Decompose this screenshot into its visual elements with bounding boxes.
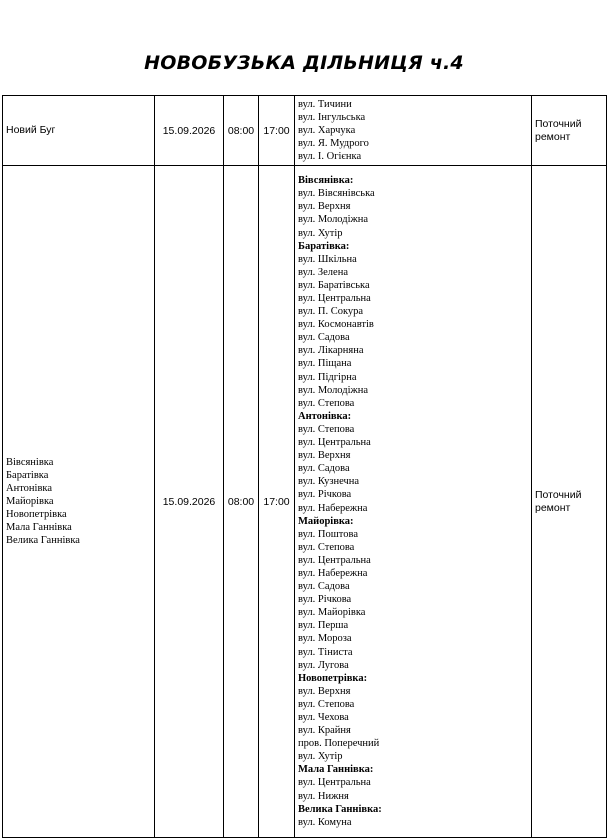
street-name: вул. Майорівка <box>298 607 366 619</box>
street-name: вул. Набережна <box>298 502 368 514</box>
street-name: вул. Степова <box>298 698 355 710</box>
location-name: Мала Ганнівка <box>6 522 72 533</box>
table-row <box>3 166 607 838</box>
location-name: Баратівка <box>6 470 49 481</box>
village-heading: Новопетрівка: <box>298 672 368 684</box>
reason-cell <box>532 166 607 838</box>
reason-text: ремонт <box>535 501 571 514</box>
street-name: вул. Баратівська <box>298 279 370 291</box>
street-name: вул. Річкова <box>298 594 352 606</box>
village-heading: Майорівка: <box>298 515 354 527</box>
street-name: вул. Космонавтів <box>298 319 374 331</box>
street-name: вул. П. Сокура <box>298 306 364 318</box>
street-name: вул. Річкова <box>298 489 352 501</box>
date-cell: 15.09.2026 <box>155 96 224 166</box>
streets-cell <box>295 166 532 838</box>
end-time-cell: 17:00 <box>259 166 295 838</box>
street-name: вул. Степова <box>298 397 355 409</box>
street-name: вул. Верхня <box>298 450 351 462</box>
end-time-cell: 17:00 <box>259 96 295 166</box>
street-name: вул. Чехова <box>298 712 349 723</box>
location-cell <box>3 96 155 166</box>
street-name: вул. Центральна <box>298 554 371 566</box>
reason-text: ремонт <box>535 130 571 143</box>
street-name: вул. Верхня <box>298 685 351 697</box>
street-name: вул. Верхня <box>298 201 351 213</box>
street-name: вул. Лікарняна <box>298 345 364 357</box>
street-name: вул. Садова <box>298 581 350 593</box>
location-name: Велика Ганнівка <box>6 535 80 546</box>
street-name: вул. Я. Мудрого <box>298 138 369 150</box>
street-name: вул. Нижня <box>298 790 349 802</box>
reason-cell <box>532 96 607 166</box>
street-name: вул. Хутір <box>298 227 343 239</box>
street-name: вул. Інгульська <box>298 111 366 123</box>
reason-text: Поточний <box>535 488 582 501</box>
street-name: вул. Степова <box>298 423 355 435</box>
street-name: вул. Харчука <box>298 124 356 136</box>
street-name: вул. Центральна <box>298 777 371 789</box>
start-time-cell: 08:00 <box>224 96 259 166</box>
street-name: вул. Зелена <box>298 266 348 278</box>
location-name: Майорівка <box>6 496 54 507</box>
start-time-cell: 08:00 <box>224 166 259 838</box>
location-name: Новий Буг <box>6 124 56 136</box>
street-name: вул. І. Огієнка <box>298 151 362 163</box>
street-name: вул. Кузнечна <box>298 476 360 488</box>
street-name: вул. Степова <box>298 541 355 553</box>
street-name: вул. Садова <box>298 332 350 344</box>
street-name: пров. Поперечний <box>298 738 380 750</box>
location-name: Новопетрівка <box>6 509 67 520</box>
street-name: вул. Набережна <box>298 567 368 579</box>
street-name: вул. Садова <box>298 463 350 475</box>
street-name: вул. Хутір <box>298 751 343 763</box>
street-name: вул. Комуна <box>298 816 352 828</box>
street-name: вул. Тіниста <box>298 646 353 658</box>
street-name: вул. Піщана <box>298 358 352 370</box>
street-name: вул. Підгірна <box>298 371 357 383</box>
street-name: вул. Шкільна <box>298 253 357 265</box>
street-name: вул. Молодіжна <box>298 214 369 226</box>
village-heading: Баратівка: <box>298 240 350 252</box>
village-heading: Мала Ганнівка: <box>298 764 374 776</box>
street-name: вул. Молодіжна <box>298 384 369 396</box>
location-cell <box>3 166 155 838</box>
street-name: вул. Центральна <box>298 437 371 449</box>
village-heading: Вівсянівка: <box>298 175 354 187</box>
date-cell: 15.09.2026 <box>155 166 224 838</box>
street-name: вул. Перша <box>298 620 349 632</box>
street-name: вул. Тичини <box>298 98 352 110</box>
location-name: Антонівка <box>6 483 52 494</box>
village-heading: Велика Ганнівка: <box>298 803 382 815</box>
streets-cell <box>295 96 532 166</box>
outage-schedule-table <box>2 95 607 838</box>
table-row <box>3 96 607 166</box>
street-name: вул. Лугова <box>298 659 349 671</box>
village-heading: Антонівка: <box>298 410 352 422</box>
reason-text: Поточний <box>535 117 582 130</box>
street-name: вул. Мороза <box>298 633 352 645</box>
street-name: вул. Вівсянівська <box>298 188 375 200</box>
page-title: НОВОБУЗЬКА ДІЛЬНИЦЯ ч.4 <box>144 52 464 74</box>
street-name: вул. Крайня <box>298 725 351 737</box>
street-name: вул. Центральна <box>298 293 371 304</box>
location-name: Вівсянівка <box>6 457 54 468</box>
street-name: вул. Поштова <box>298 528 358 540</box>
